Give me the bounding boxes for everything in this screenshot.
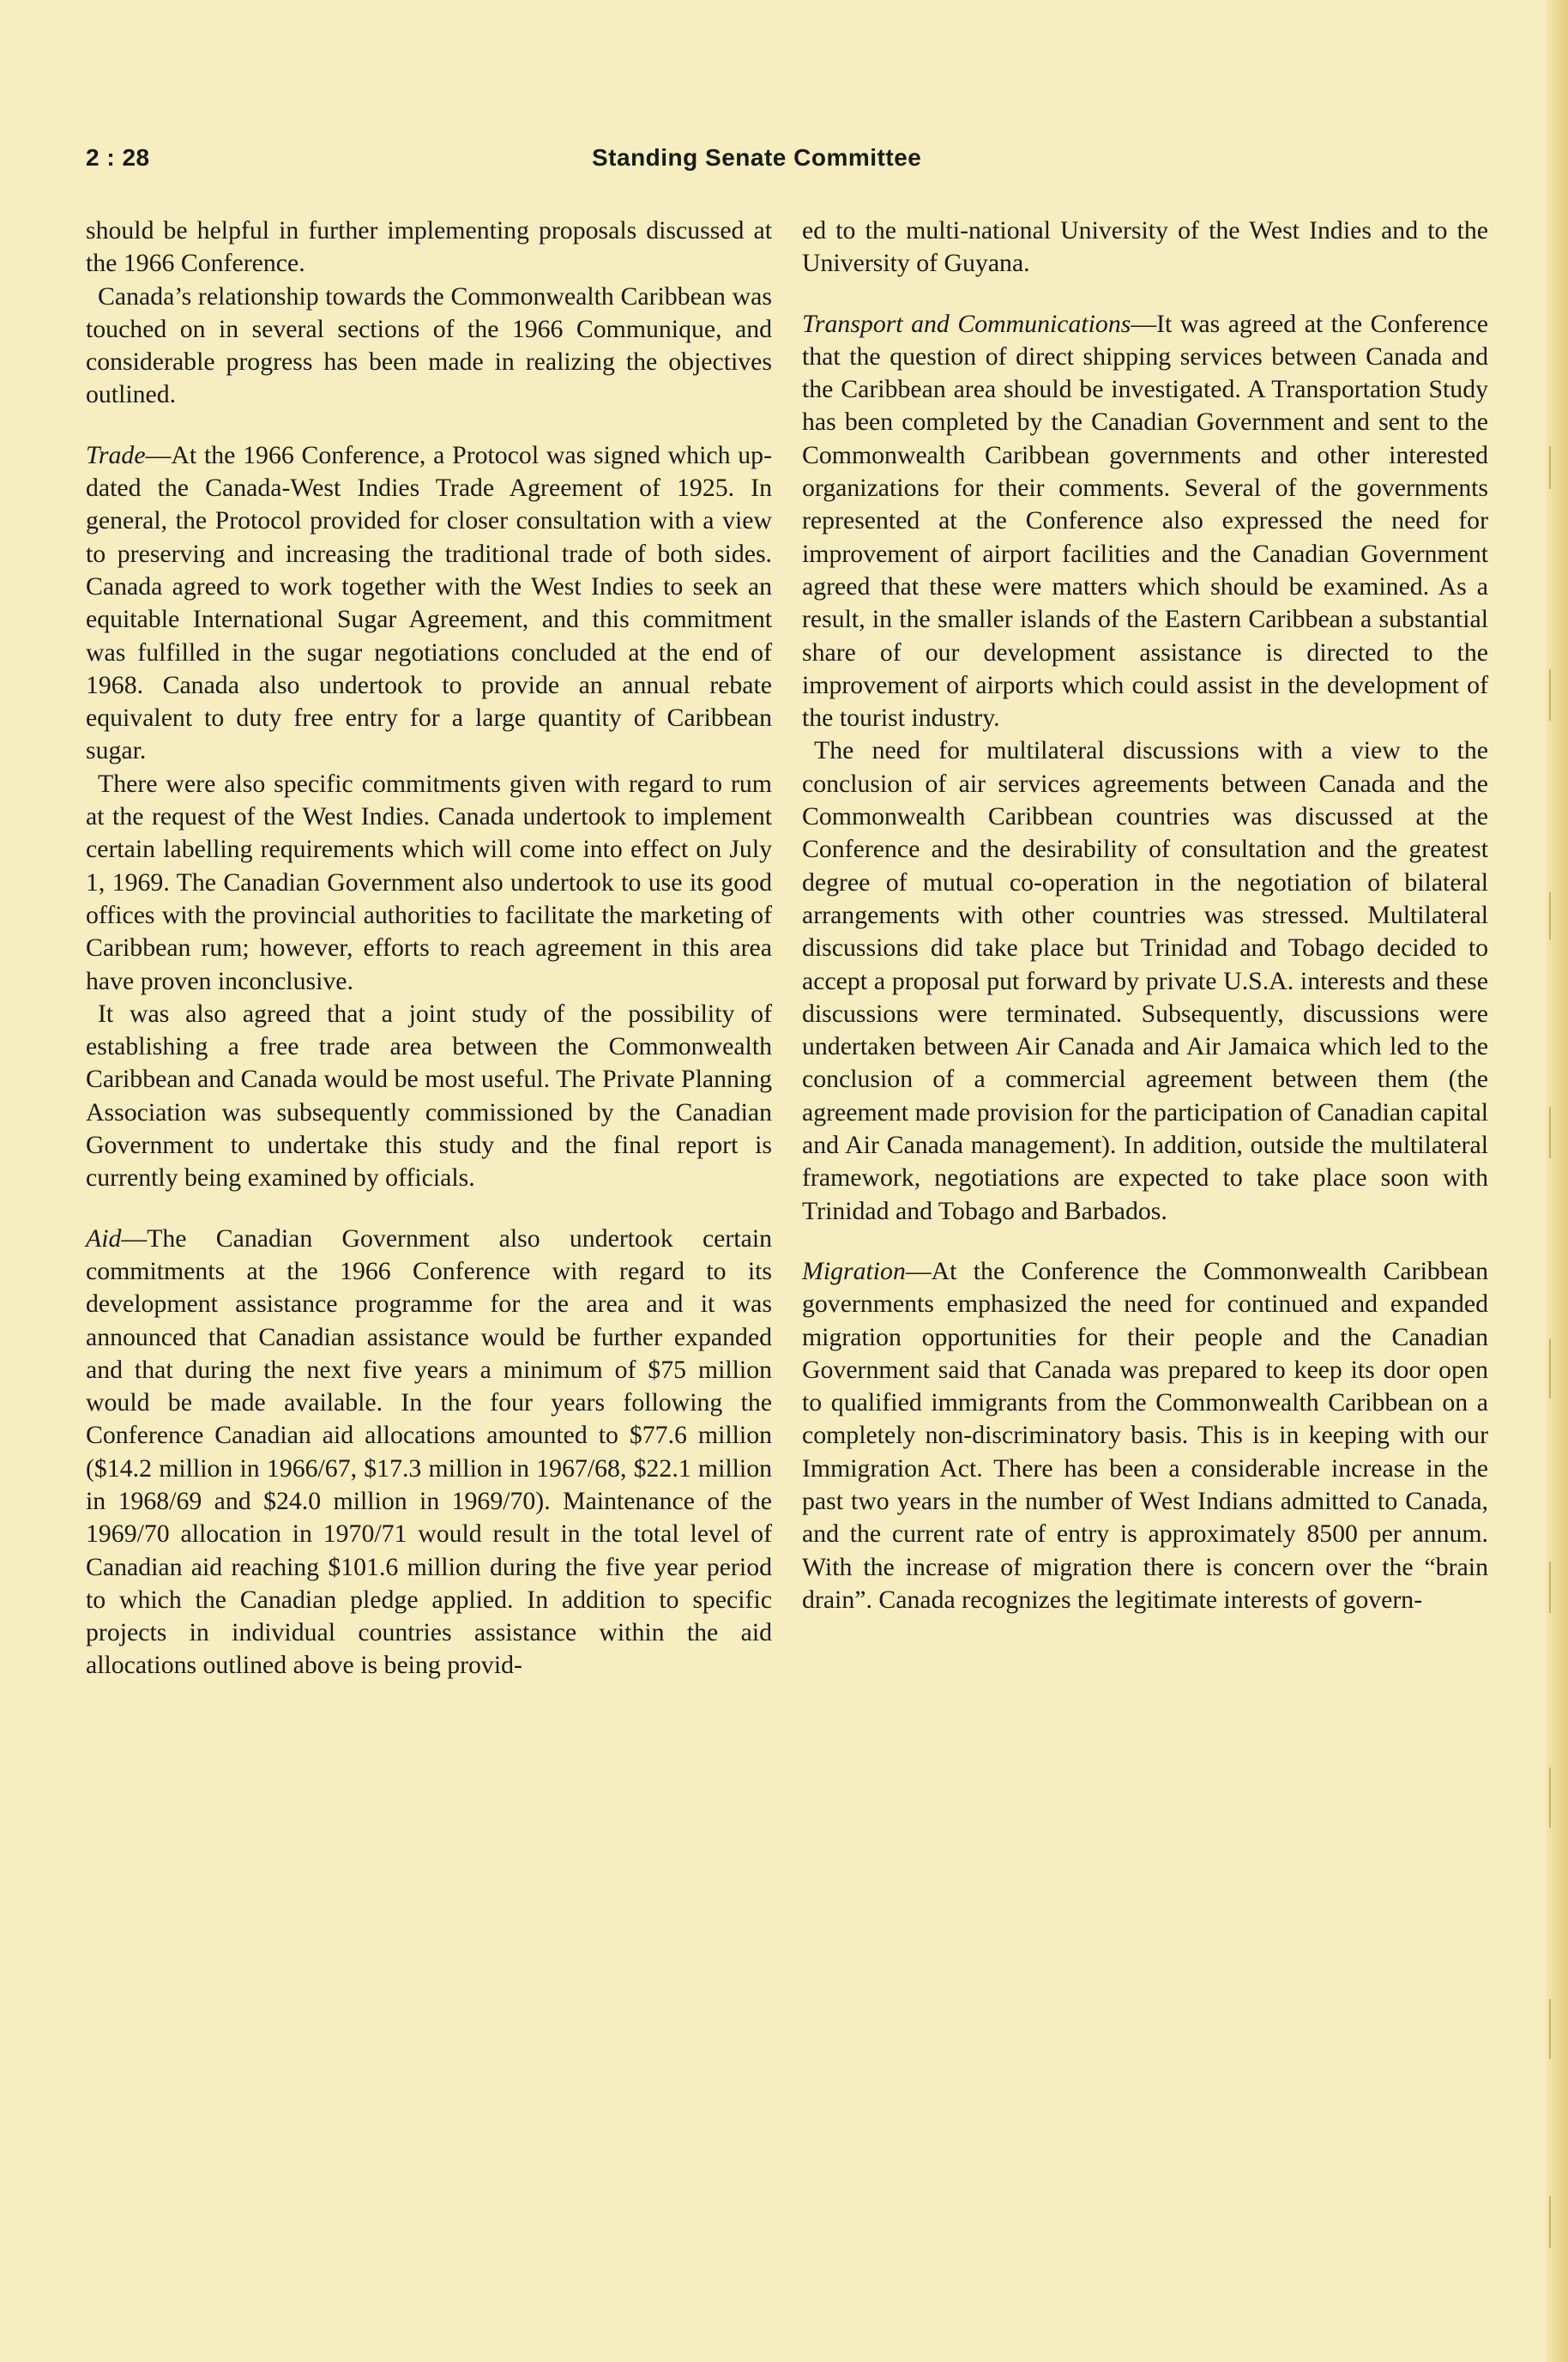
section-text-transport: —It was agreed at the Conference that the question of direct shipping services between Canada and the Caribbean area should be investigated. A Transportation Study has been completed by the Canadian Government and sent to the Commonwealth Caribbean governments and other interested organizations for their comments. Several of the governments represented at the Conference also expressed the need for improvement of airport facilities and the Canadian Government agreed that these were matters which should be examined. As a result, in the smaller islands of the Eastern Caribbean a substantial share of our development assistance is directed to the improvement of airports which could assist in the development of the tourist industry. — [802, 309, 1488, 733]
paragraph: The need for multilateral discussions with a view to the conclusion of air services agreements between Canada and the Commonwealth Caribbean countries was discussed at the Conference and the desirability of consultation and the greatest degree of mutual co-operation in the negotiation of bilateral arrangements with other countries was stressed. Multilateral discussions did take place but Trinidad and Tobago decided to accept a proposal put forward by private U.S.A. interests and these discussions were terminated. Subsequently, discussions were undertaken between Air Canada and Air Jamaica which led to the conclusion of a commercial agreement between them (the agreement made provision for the participation of Canadian capital and Air Canada management). In addition, outside the multilateral framework, negotiations are expected to take place soon with Trinidad and Tobago and Barbados. — [802, 736, 1488, 1225]
margin-mark — [1549, 1562, 1551, 1613]
migration-section — [802, 1255, 1488, 1616]
paragraph: ed to the multi-national University of the West Indies and to the University of Guyana. — [802, 216, 1488, 278]
running-head — [86, 144, 998, 178]
left-column — [86, 214, 772, 1682]
section-text-aid: —The Canadian Government also undertook certain commitments at the 1966 Conference with regard to its development assistance programme for the area and it was announced that Canadian assistance would be further expanded and that during the next five years a minimum of $75 million would be made available. In the four years following the Conference Canadian aid allocations amounted to $77.6 million ($14.2 million in 1966/67, $17.3 million in 1967/68, $22.1 million in 1968/69 and $24.0 million in 1969/70). Maintenance of the 1969/70 allocation in 1970/71 would result in the total level of Canadian aid reaching $101.6 million during the five year period to which the Canadian pledge applied. In addition to specific projects in individual countries assistance within the aid allocations outlined above is being provid- — [86, 1223, 772, 1680]
section-heading-transport: Transport and Communications — [802, 309, 1131, 338]
section-text-migration: —At the Conference the Commonwealth Caribbean governments emphasized the need for continued and expanded migration opportunities for their people and the Canadian Government said that Canada was prepared to keep its door open to qualified immigrants from the Commonwealth Caribbean on a completely non-discriminatory basis. This is in keeping with our Immigration Act. There has been a considerable increase in the past two years in the number of West Indians admitted to Canada, and the current rate of entry is approximately 8500 per annum. With the increase of migration there is concern over the “brain drain”. Canada recognizes the legitimate interests of govern- — [802, 1256, 1488, 1614]
margin-mark — [1549, 1107, 1551, 1158]
margin-mark — [1549, 446, 1551, 489]
page-number: 2 : 28 — [86, 144, 150, 171]
header-title: Standing Senate Committee — [592, 144, 922, 171]
section-text-trade: —At the 1966 Conference, a Protocol was signed which up-dated the Canada-West Indies Trade Agreement of 1925. In general, the Protocol provided for closer consultation with a view to preserving and increasing the traditional trade of both sides. Canada agreed to work together with the West Indies to seek an equitable International Sugar Agreement, and this commitment was fulfilled in the sugar negotiations concluded at the end of 1968. Canada also undertook to provide an annual rebate equivalent to duty free entry for a large quantity of Caribbean sugar. — [86, 440, 772, 765]
margin-mark — [1549, 1767, 1551, 1827]
margin-mark — [1549, 669, 1551, 721]
margin-mark — [1549, 1999, 1551, 2059]
paragraph: There were also specific commitments given with regard to rum at the request of the West Indies. Canada undertook to implement certain labelling requirements which will come into effect on July 1, 1969. The Canadian Government also undertook to use its good offices with the provincial authorities to facilitate the marketing of Caribbean rum; however, efforts to reach agreement in this area have proven inconclusive. — [86, 769, 772, 995]
trade-section — [86, 439, 772, 768]
margin-mark — [1549, 892, 1551, 939]
aid-section — [86, 1223, 772, 1682]
transport-section — [802, 308, 1488, 735]
section-heading-trade: Trade — [86, 440, 146, 469]
right-column — [802, 214, 1488, 1616]
paragraph: Canada’s relationship towards the Commonwealth Caribbean was touched on in several sections of the 1966 Communique, and considerable progress has been made in realizing the objectives outlined. — [86, 281, 772, 409]
section-heading-migration: Migration — [802, 1256, 906, 1285]
margin-mark — [1549, 1338, 1551, 1398]
section-heading-aid: Aid — [86, 1223, 122, 1253]
margin-mark — [1549, 2196, 1551, 2248]
paragraph: It was also agreed that a joint study of the possibility of establishing a free trade area between the Commonwealth Caribbean and Canada would be most useful. The Private Planning Association was subsequently commissioned by the Canadian Government to undertake this study and the final report is currently being examined by officials. — [86, 999, 772, 1193]
paragraph: should be helpful in further implementing proposals discussed at the 1966 Conference. — [86, 216, 772, 278]
